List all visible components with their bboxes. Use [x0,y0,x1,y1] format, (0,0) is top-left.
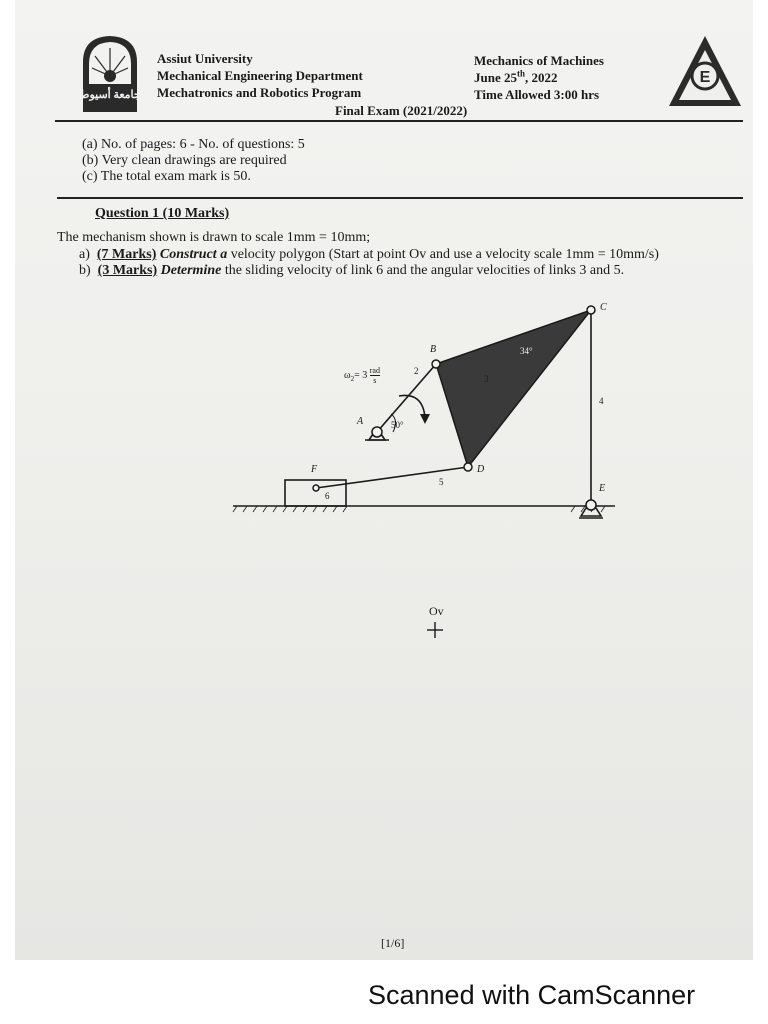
angle-a-label: 50° [391,420,404,430]
joint-d [464,463,472,471]
omega-sub: 2 [350,374,355,383]
svg-text:E: E [699,69,711,86]
link-2 [377,364,436,432]
label-b: B [430,344,437,355]
label-c: C [600,302,607,313]
part-b-verb: Determine [160,263,222,278]
part-a-marks: (7 Marks) [96,247,157,262]
joint-c [587,306,595,314]
part-b-label: b) [79,263,91,278]
label-e: E [599,483,606,494]
omega-eq: = 3 [354,369,368,381]
scanner-watermark: Scanned with CamScanner [368,980,696,1010]
joint-b [432,360,440,368]
label-link-3: 3 [484,374,489,384]
page-number: [1/6] [381,936,405,950]
time-allowed: Time Allowed 3:00 hrs [474,87,600,102]
label-a: A [357,416,364,427]
note-a: (a) No. of pages: 6 - No. of questions: 5 [82,137,305,152]
mechanism-diagram [15,0,753,960]
slider-block-6 [285,480,346,506]
ov-label: Ov [429,604,444,618]
omega-unit-den: s [373,376,377,385]
omega-unit-num: rad [369,366,380,375]
exam-title: Final Exam (2021/2022) [335,103,468,118]
joint-f [313,485,319,491]
omega-symbol: ω [344,369,351,381]
date-suffix: , 2022 [525,70,558,85]
label-link-5: 5 [439,477,444,487]
part-a-verb: Construct a [159,247,228,262]
label-f: F [311,464,318,475]
ov-marker [427,622,443,638]
omega-unit [370,366,380,385]
part-b-marks: (3 Marks) [97,263,158,278]
date-prefix: June 25 [474,70,517,85]
note-b: (b) Very clean drawings are required [82,153,287,168]
joint-a [372,427,382,437]
note-c: (c) The total exam mark is 50. [82,169,251,184]
course-name: Mechanics of Machines [474,53,604,68]
part-a-text: velocity polygon (Start at point Ov and use a velocity scale 1mm = 10mm/s) [227,247,659,262]
label-link-2: 2 [414,366,419,376]
label-link-4: 4 [599,396,604,406]
logo-caption: جامعة أسيوط [79,89,141,101]
exam-page [15,0,753,960]
link-5 [316,467,468,488]
department-name: Mechanical Engineering Department [157,68,363,83]
ground-hatching [233,506,605,512]
label-link-6: 6 [325,491,330,501]
link-3 [436,310,591,467]
label-d: D [477,464,485,475]
part-b-text: the sliding velocity of link 6 and the angular velocities of links 3 and 5. [221,263,625,278]
joint-e [586,500,596,510]
question-title: Question 1 (10 Marks) [95,206,230,221]
university-name: Assiut University [157,51,253,66]
question-statement: The mechanism shown is drawn to scale 1mm = 10mm; [57,230,371,245]
omega-label [344,366,380,385]
date-sup: th [516,68,525,79]
angle-c-label: 34° [520,346,533,356]
part-a-label: a) [79,247,90,262]
program-name: Mechatronics and Robotics Program [157,85,362,100]
